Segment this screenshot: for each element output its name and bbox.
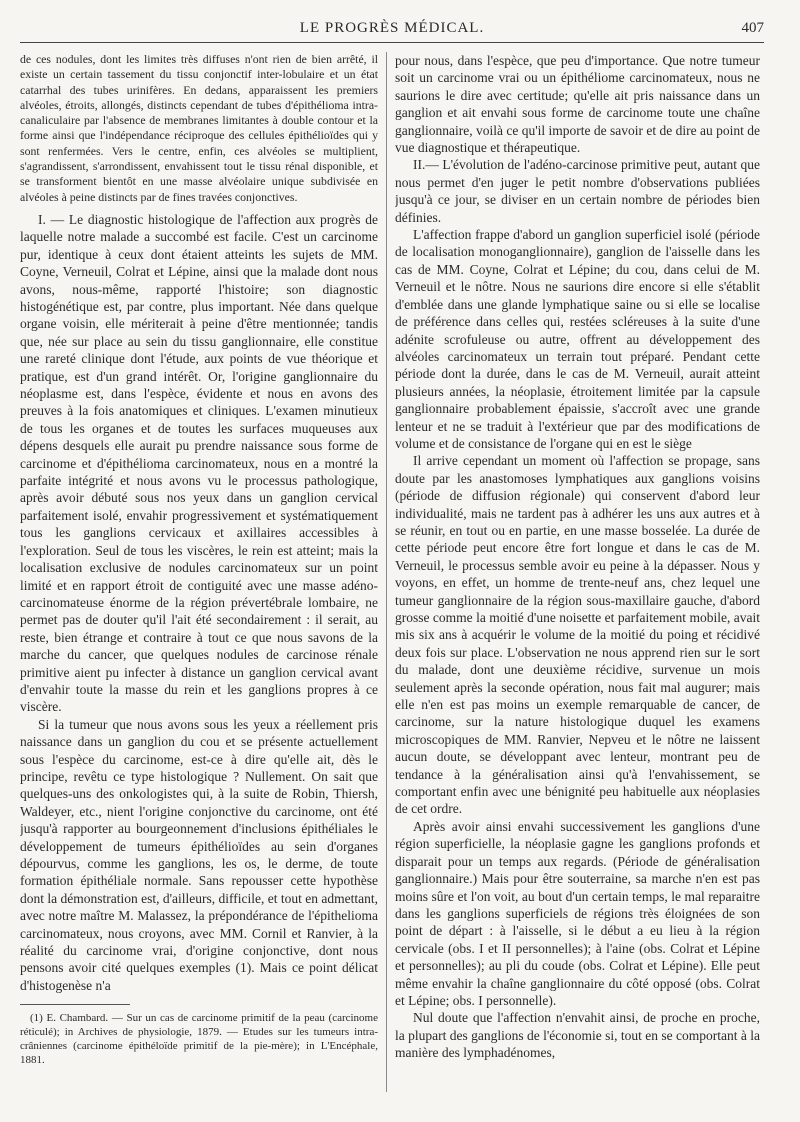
paragraph-diffusion: Il arrive cependant un moment où l'affection se propage, sans doute par les anastomoses lymphatiques aux ganglions voisins (période de diffusion régionale) qui conservent d'abord leur individualité, mais ne tardent pas à adhérer les uns aux autres et à se réunir, en tout ou en partie, en une masse bosselée. La durée de cette période peut encore être fort longue et dans le cas de M. Verneuil, le processus semble avoir eu peine à la dépasser. Nous y voyons, en effet, un homme de trente-neuf ans, chez lequel une tumeur ganglionnaire de la région sous-maxillaire gauche, d'abord grosse comme la moitié d'une noisette et parfaitement mobile, avait mis six ans à acquérir le volume de la moitié du poing et récidivé deux fois sur place. L'observation ne nous apprend rien sur le sort du malade, dont une deuxième récidive, survenue un mois seulement après la seconde opération, nous fait mal augurer; mais elle n'en est pas moins un exemple remarquable de cancer, de carcinome, sur la nature histologique duquel les examens microscopiques de MM. Ranvier, Nepveu et le nôtre ne laissent aucun doute, se développant avec lenteur, montrant peu de tendance à la généralisation ainsi qu'à l'envahissement, se comportant enfin avec une bénignité peu habituelle aux néoplasies de cet ordre. — [395, 453, 760, 817]
running-title: LE PROGRÈS MÉDICAL. — [299, 20, 485, 36]
right-column — [395, 52, 760, 1107]
paragraph-localisation: L'affection frappe d'abord un ganglion superficiel isolé (période de localisation monoganglionnaire), ganglion de l'aisselle dans les cas de MM. Coyne, Colrat et Lépine; du cou, dans celui de M. Verneuil et le nôtre. Nous ne saurions dire encore si elle s'établit d'emblée dans une glande lymphatique saine ou si elle se localise de préférence dans celles qui, restées scléreuses à la suite d'une adénite scrofuleuse ou autre, offrent au développement des alvéoles carcinomateux un terrain tout préparé. Pendant cette période dont la durée, dans le cas de M. Verneuil, aurait atteint plusieurs années, la néoplasie, étroitement limitée par la capsule ganglionnaire probablement épaissie, s'accroît avec une grande lenteur et ne se traduit à l'extérieur que par des modifications de volume et de consistance de l'organe qui en est le siège — [395, 227, 760, 451]
running-header — [20, 20, 764, 43]
paragraph-generalisation: Après avoir ainsi envahi successivement les ganglions d'une région superficielle, la néoplasie gagne les ganglions profonds et disparait pour un temps aux regards. (Période de généralisation ganglionnaire.) Mais pour être souterraine, sa marche n'en est pas moins sûre et l'on voit, au bout d'un certain temps, le mal reparaitre dans les ganglions superficiels de régions très éloignées de son point de départ : à l'aisselle, si le début a eu lieu à la région cervicale (obs. I et II personnelles); à l'aine (obs. Colrat et Lépine et personnelles); au pli du coude (obs. Colrat et Lépine). Elle peut même envahir la chaîne ganglionnaire du côté opposé (obs. Colrat et Lépine; obs. I personnelle). — [395, 818, 760, 1008]
paragraph-continuation: pour nous, dans l'espèce, que peu d'importance. Que notre tumeur soit un carcinome vrai ou un épithéliome carcinomateux, nous ne saurions le dire avec certitude; qu'elle ait pris naissance dans un ganglion et ait envahi sous forme de carcinome toute une chaîne ganglionnaire, voilà ce qu'il importe de savoir et de dire au point de vue diagnostique et thérapeutique. — [395, 53, 760, 156]
paragraph-evolution: II.— L'évolution de l'adéno-carcinose primitive peut, autant que nous permet d'en juger le petit nombre d'observations publiées jusqu'à ce jour, se diviser en un certain nombre de périodes bien définies. — [395, 157, 760, 225]
column-divider — [386, 52, 387, 1092]
paragraph-small-print: de ces nodules, dont les limites très diffuses n'ont rien de bien arrêté, il existe un certain tassement du tissu conjonctif inter-lobulaire et un état catarrhal des tubes urinifères. En dedans, apparaissent les premiers alvéoles, étroits, allongés, distincts cependant de tubes d'épithélioma intra-canaliculaire par l'absence de membranes limitantes à double contour et la forme ainsi que l'indépendance réciproque des cellules épithélioïdes qui y sont renfermées. Vers le centre, enfin, ces alvéoles se multiplient, s'agrandissent, s'arrondissent, envahissent tout le tissu rénal disponible, et se transforment bientôt en une masse alvéolaire unique subdivisée en alvéoles à peine distincts par de fines travées conjonctives. — [20, 52, 378, 204]
footnote-divider — [20, 1004, 130, 1005]
left-column — [20, 52, 378, 1107]
page-number: 407 — [741, 20, 764, 36]
paragraph-diagnostic: I. — Le diagnostic histologique de l'affection aux progrès de laquelle notre malade a succombé est facile. C'est un carcinome pur, identique à ceux dont étaient atteints les sujets de MM. Coyne, Verneuil, Colrat et Lépine, ainsi que la malade dont nous avons, nous-même, rapporté l'histoire; son diagnostic histogénétique est, par contre, plus important. Née dans quelque organe voisin, elle mériterait à peine d'être mentionnée; tandis que, née sur place au sein du tissu ganglionnaire, elle constitue une rareté clinique dont l'étude, aux points de vue théorique et pratique, est d'un grand intérêt. Or, l'origine ganglionnaire du néoplasme est, dans l'espèce, évidente et nous en avons des preuves à la fois anatomiques et cliniques. L'examen minutieux de tous les organes et de toutes les surfaces muqueuses aux dépens desquels elle aurait pu prendre naissance sous forme de carcinome et d'épithélioma carcinomateux, nous en a montré la parfaite intégrité et nous avons vu le processus pathologique, après avoir débuté sous nos yeux dans un ganglion cervical parfaitement isolé, envahir progressivement et systématiquement tous les ganglions cervicaux et axillaires accessibles à l'exploration. Seul de tous les viscères, le rein est atteint; mais la localisation exclusive de nodules carcinomateux sur un point limité et en rapport étroit de contiguité avec une masse adéno-carcinomateuse énorme de la région prévertébrale lombaire, ne permet pas de douter qu'il l'ait été secondairement : il serait, au reste, bien étrange et contraire à tout ce que nous savons de la marche du cancer, que quelques nodules de carcinose rénale primitive aient pu infecter à distance un ganglion cervical avant d'envahir toute la masse du rein et les ganglions propres à ce viscère. — [20, 211, 378, 715]
footnote: (1) E. Chambard. — Sur un cas de carcinome primitif de la peau (carcinome réticulé); in Archives de physiologie, 1879. — Etudes sur les tumeurs intra-crâniennes (carcinome épithéloïde primitif de la pie-mère); in L'Encéphale, 1881. — [20, 1012, 378, 1067]
paragraph-histogenesis: Si la tumeur que nous avons sous les yeux a réellement pris naissance dans un ganglion du cou et se présente actuellement sous l'espèce du carcinome, est-ce à dire qu'elle ait, dès le principe, revêtu ce type histologique ? Nullement. On sait que quelques-uns des onkologistes qui, à la suite de Robin, Thiersh, Waldeyer, etc., nient l'origine conjonctive du carcinome, ont été jusqu'à rapporter au bourgeonnement d'inclusions épithéliales le développement de tumeurs épithélioïdes au sein d'organes dépourvus, comme les ganglions, les os, le derme, de toute formation épithéliale normale. Sans repousser cette hypothèse dont la démonstration est, d'ailleurs, difficile, et tout en admettant, avec notre maître M. Malassez, la prépondérance de l'épithelioma carcinomateux, nous croyons, avec MM. Cornil et Ranvier, à la réalité du carcinome vrai, d'origine conjonctive, dont nous pensons avoir cité quelques exemples (1). Mais ce point délicat d'histogenèse n'a — [20, 716, 378, 993]
paragraph-conclusion: Nul doute que l'affection n'envahit ainsi, de proche en proche, la plupart des ganglions de l'économie si, tout en se comportant à la manière des lymphadénomes, — [395, 1010, 760, 1061]
